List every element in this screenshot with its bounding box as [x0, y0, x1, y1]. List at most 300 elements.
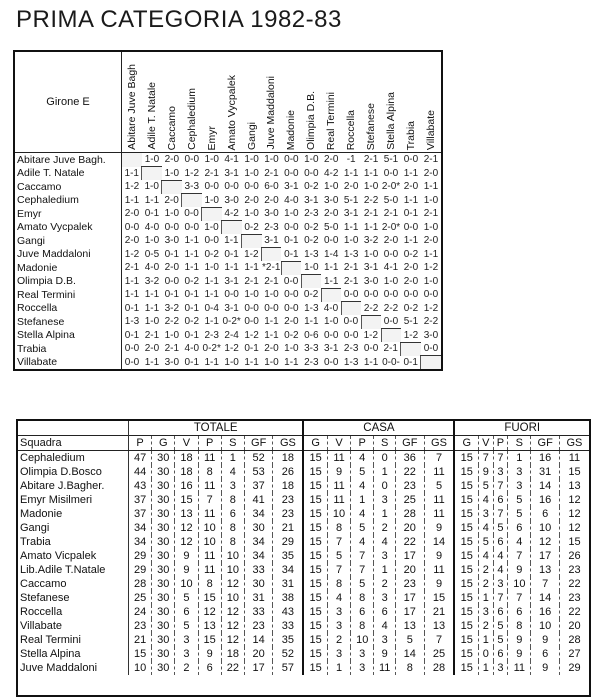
score-cell: 0-1: [184, 356, 199, 368]
stat-cell: 22: [396, 535, 424, 549]
stat-cell: 15: [454, 591, 478, 605]
score-cell: 2-0: [324, 208, 339, 220]
score-cell: 1-1: [423, 248, 439, 260]
stat-cell: 12: [559, 521, 590, 535]
score-cell: 2-1: [264, 275, 279, 287]
group-casa: CASA: [303, 420, 454, 436]
score-cell: 1-1: [324, 262, 339, 274]
score-cell: 2-0: [124, 208, 140, 220]
stat-cell: 16: [531, 605, 559, 619]
score-cell: 1-0: [244, 208, 259, 220]
standings-row: [17, 479, 590, 493]
column-header-label: Emyr: [205, 125, 218, 150]
stat-cell: 53: [244, 465, 272, 479]
stat-cell: 18: [175, 451, 198, 466]
stat-cell: 10: [221, 549, 244, 563]
score-cell: 1-1: [224, 262, 239, 274]
stat-cell: 37: [244, 479, 272, 493]
score-cell: 0-4: [204, 302, 219, 314]
team-name: Gangi: [20, 522, 50, 534]
column-header: GF: [244, 436, 272, 451]
score-cell: 2-0: [403, 275, 419, 287]
stat-cell: 15: [454, 479, 478, 493]
stat-cell: 15: [303, 535, 327, 549]
score-cell: 1-1: [124, 275, 140, 287]
score-cell: 0-0: [363, 343, 379, 355]
stat-cell: 6: [198, 661, 221, 675]
score-cell: 3-0: [164, 356, 180, 368]
stat-cell: 18: [221, 647, 244, 661]
stat-cell: 28: [559, 633, 590, 647]
stat-cell: 16: [531, 451, 559, 466]
stat-cell: 30: [152, 493, 175, 507]
score-cell: 2-3: [264, 221, 279, 233]
stat-cell: 13: [424, 619, 454, 633]
diagonal-cell: [202, 207, 222, 221]
score-cell: 0-0: [184, 208, 199, 220]
score-cell: 1-1: [244, 262, 259, 274]
standings-table: [16, 419, 591, 697]
stat-cell: 10: [351, 633, 374, 647]
score-cell: 1-0: [343, 235, 359, 247]
stat-cell: 29: [129, 549, 152, 563]
stat-cell: 4: [508, 535, 531, 549]
score-cell: 2-2: [423, 316, 439, 328]
score-cell: 0-2: [403, 248, 419, 260]
stat-cell: 26: [273, 465, 303, 479]
stat-cell: 1: [327, 661, 350, 675]
score-cell: 2-3: [304, 356, 319, 368]
stat-cell: 12: [221, 619, 244, 633]
stat-cell: 15: [424, 591, 454, 605]
stat-cell: 30: [152, 591, 175, 605]
score-cell: 1-1: [284, 356, 299, 368]
column-header-label: Roccella: [345, 109, 358, 150]
score-cell: 1-0: [264, 154, 279, 166]
spacer: [17, 420, 129, 436]
team-name: Roccella: [20, 606, 63, 618]
stat-cell: 11: [198, 563, 221, 577]
score-cell: 3-3: [304, 343, 319, 355]
stat-cell: 8: [327, 577, 350, 591]
stat-cell: 20: [559, 619, 590, 633]
stat-cell: 15: [303, 563, 327, 577]
column-header: V: [327, 436, 350, 451]
standings-row: [17, 521, 590, 535]
column-header-label: Caccamo: [165, 105, 178, 150]
stat-cell: 6: [175, 605, 198, 619]
stat-cell: 3: [479, 605, 494, 619]
stat-cell: 9: [424, 577, 454, 591]
score-cell: 0-1: [403, 208, 419, 220]
score-cell: 4-0: [323, 302, 339, 314]
stat-cell: 4: [479, 521, 494, 535]
score-cell: 3-0: [264, 208, 279, 220]
team-name: Olimpia D.Bosco: [20, 466, 102, 478]
stat-cell: 21: [424, 605, 454, 619]
score-cell: 4-2: [224, 208, 239, 219]
score-cell: 1-0: [324, 316, 339, 328]
column-header: P: [198, 436, 221, 451]
cross-table-row: [14, 180, 442, 194]
stat-cell: 6: [493, 535, 508, 549]
stat-cell: 8: [221, 535, 244, 549]
stat-cell: 2: [327, 633, 350, 647]
column-header-label: Cephaledium: [185, 88, 198, 150]
cross-table-row: [14, 248, 442, 262]
column-header-team: [242, 51, 262, 153]
standings-row: [17, 535, 590, 549]
column-header-label: Abitare Juve Bagh: [125, 64, 138, 150]
page-title: PRIMA CATEGORIA 1982-83: [16, 6, 342, 33]
score-cell: 0-1: [184, 289, 199, 301]
score-cell: 1-0: [383, 275, 399, 287]
score-cell: 1-0: [164, 167, 180, 179]
stat-cell: 15: [303, 549, 327, 563]
column-header-team: [182, 51, 202, 153]
stat-cell: 15: [454, 605, 478, 619]
team-name: Stefanese: [20, 592, 70, 604]
row-team-name: Gangi: [14, 234, 122, 248]
score-cell: 3-3: [184, 181, 199, 192]
score-cell: 1-0: [324, 181, 339, 193]
stat-cell: 6: [374, 605, 396, 619]
stat-cell: 2: [175, 661, 198, 675]
score-cell: 0-1: [164, 248, 180, 260]
stat-cell: 38: [273, 591, 303, 605]
stat-cell: 7: [198, 493, 221, 507]
stat-cell: 29: [273, 535, 303, 549]
score-cell: 1-0: [144, 235, 160, 247]
stat-cell: 21: [273, 521, 303, 535]
column-header: V: [479, 436, 494, 451]
diagonal-cell: [381, 329, 401, 343]
stat-cell: 10: [531, 619, 559, 633]
stat-cell: 15: [303, 661, 327, 675]
score-cell: 0-0: [244, 316, 259, 328]
score-cell: 2-0: [264, 194, 279, 206]
score-cell: 0-2: [244, 221, 259, 233]
stat-cell: 2: [374, 577, 396, 591]
stat-cell: 15: [559, 465, 590, 479]
score-cell: 0-0: [204, 235, 219, 247]
stat-cell: 8: [351, 591, 374, 605]
column-header: GS: [559, 436, 590, 451]
stat-cell: 8: [351, 619, 374, 633]
stat-cell: 4: [479, 549, 494, 563]
stat-cell: 7: [493, 591, 508, 605]
score-cell: 1-1: [264, 316, 279, 328]
score-cell: 1-1: [124, 167, 139, 179]
stat-cell: 23: [559, 591, 590, 605]
stat-cell: 23: [273, 493, 303, 507]
stat-cell: 15: [454, 647, 478, 661]
diagonal-cell: [122, 153, 142, 167]
stat-cell: 15: [454, 577, 478, 591]
score-cell: 0-0: [423, 289, 439, 301]
row-team-name: Amato Vycpalek: [14, 221, 122, 235]
score-cell: 0-1: [284, 235, 299, 247]
stat-cell: 0: [479, 647, 494, 661]
column-header: S: [508, 436, 531, 451]
score-cell: 0-1: [144, 208, 160, 220]
score-cell: 1-2: [184, 167, 199, 179]
stat-cell: 47: [129, 451, 152, 466]
stat-cell: 15: [303, 647, 327, 661]
column-header-label: Villabate: [424, 109, 437, 150]
score-cell: 2-1: [343, 275, 359, 287]
row-team-name: Abitare Juve Bagh.: [14, 153, 122, 167]
score-cell: 2-2: [164, 316, 180, 328]
score-cell: 2-0*: [381, 181, 401, 193]
column-header-label: Stella Alpina: [384, 92, 397, 150]
stat-cell: 15: [198, 591, 221, 605]
row-team-name: Juve Maddaloni: [14, 248, 122, 262]
column-header-team: [401, 51, 421, 153]
stat-cell: 3: [351, 661, 374, 675]
stat-cell: 12: [221, 633, 244, 647]
stat-cell: 9: [175, 549, 198, 563]
score-cell: 0-0: [204, 181, 219, 193]
stat-cell: 37: [129, 493, 152, 507]
cross-table-row: [14, 167, 442, 181]
stat-cell: 7: [493, 507, 508, 521]
score-cell: 1-1: [144, 194, 160, 206]
stat-cell: 31: [244, 591, 272, 605]
diagonal-cell: [341, 302, 361, 316]
stat-cell: 4: [351, 507, 374, 521]
score-cell: 1-0: [304, 154, 319, 166]
stat-cell: 15: [454, 521, 478, 535]
stat-cell: 30: [152, 633, 175, 647]
stat-cell: 3: [374, 549, 396, 563]
column-header: GF: [531, 436, 559, 451]
stat-cell: 10: [531, 521, 559, 535]
stat-cell: 3: [221, 479, 244, 493]
score-cell: 1-2: [423, 262, 439, 274]
column-header: S: [221, 436, 244, 451]
score-cell: 2-0: [264, 343, 279, 355]
stat-cell: 35: [273, 549, 303, 563]
score-cell: 1-1: [304, 316, 319, 328]
score-cell: 0-0: [363, 289, 379, 301]
column-header-label: Real Termini: [325, 91, 338, 150]
stat-cell: 30: [152, 563, 175, 577]
standings-row: [17, 507, 590, 521]
stat-cell: 7: [424, 451, 454, 466]
score-cell: 2-0: [244, 194, 259, 206]
score-cell: 3-0: [423, 329, 439, 341]
score-cell: 2-1: [423, 154, 439, 166]
standings-row: [17, 549, 590, 563]
stat-cell: 11: [327, 493, 350, 507]
column-header: GS: [273, 436, 303, 451]
column-header: G: [303, 436, 327, 451]
score-cell: 1-0: [144, 316, 160, 328]
stat-cell: 30: [152, 521, 175, 535]
standings-row: [17, 605, 590, 619]
score-cell: 0-2: [303, 289, 319, 301]
score-cell: 1-0: [423, 194, 439, 206]
stat-cell: 11: [327, 479, 350, 493]
cross-table-row: [14, 194, 442, 208]
stat-cell: 1: [351, 493, 374, 507]
stat-cell: 6: [508, 605, 531, 619]
stat-cell: 30: [152, 661, 175, 675]
stat-cell: 7: [493, 451, 508, 466]
diagonal-cell: [242, 234, 262, 248]
score-cell: 1-0: [264, 356, 279, 368]
stat-cell: 9: [508, 633, 531, 647]
stat-cell: 12: [175, 535, 198, 549]
stat-cell: 8: [221, 521, 244, 535]
score-cell: 1-3: [343, 356, 359, 368]
score-cell: 2-3: [304, 208, 319, 220]
row-team-name: Adile T. Natale: [14, 167, 122, 181]
score-cell: 0-0: [383, 248, 399, 260]
stat-cell: 15: [303, 521, 327, 535]
group-totale: TOTALE: [129, 420, 304, 436]
score-cell: 0-0: [184, 221, 199, 233]
stat-cell: 1: [374, 563, 396, 577]
score-cell: 1-1: [244, 356, 259, 368]
stat-cell: 44: [129, 465, 152, 479]
stat-cell: 15: [303, 591, 327, 605]
stat-cell: 43: [129, 479, 152, 493]
stat-cell: 30: [152, 549, 175, 563]
results-cross-table: [13, 50, 443, 371]
stat-cell: 5: [508, 493, 531, 507]
stat-cell: 9: [374, 647, 396, 661]
stat-cell: 3: [374, 493, 396, 507]
score-cell: 4-0: [144, 262, 160, 274]
score-cell: 0-0: [224, 181, 239, 193]
stat-cell: 9: [531, 633, 559, 647]
score-cell: 1-2: [224, 343, 239, 355]
stat-cell: 3: [327, 619, 350, 633]
score-cell: 1-1: [403, 235, 419, 247]
group-fuori: FUORI: [454, 420, 590, 436]
stat-cell: 11: [424, 507, 454, 521]
score-cell: 0-0: [224, 289, 239, 301]
column-header-label: Stefanese: [365, 102, 378, 150]
score-cell: *2-1: [262, 262, 281, 274]
stat-cell: 12: [559, 493, 590, 507]
score-cell: 0-0: [124, 356, 140, 368]
score-cell: 0-0: [264, 302, 279, 314]
score-cell: 3-1: [363, 262, 379, 274]
stat-cell: 35: [273, 633, 303, 647]
stat-cell: 15: [303, 605, 327, 619]
score-cell: 3-2: [164, 302, 180, 314]
score-cell: 1-0: [204, 154, 219, 166]
stat-cell: 4: [351, 535, 374, 549]
stat-cell: 5: [396, 633, 424, 647]
team-name: Cephaledium: [20, 452, 85, 464]
stat-cell: 15: [454, 535, 478, 549]
score-cell: 0-0: [403, 289, 419, 301]
column-header: P: [351, 436, 374, 451]
diagonal-cell: [222, 221, 242, 235]
score-cell: 4-0: [184, 343, 199, 355]
stat-cell: 6: [531, 647, 559, 661]
score-cell: 0-1: [184, 302, 199, 314]
stat-cell: 5: [493, 619, 508, 633]
stat-cell: 18: [273, 479, 303, 493]
stat-cell: 0: [374, 451, 396, 466]
stat-cell: 34: [244, 549, 272, 563]
stat-cell: 12: [221, 605, 244, 619]
score-cell: 1-0: [284, 208, 299, 220]
stat-cell: 6: [493, 493, 508, 507]
stat-cell: 7: [327, 563, 350, 577]
cross-table-row: [14, 153, 442, 167]
stat-cell: 15: [198, 633, 221, 647]
stat-cell: 25: [396, 493, 424, 507]
stat-cell: 12: [221, 577, 244, 591]
score-cell: 0-0: [284, 167, 299, 179]
score-cell: 1-3: [304, 302, 319, 314]
score-cell: 2-1: [423, 208, 439, 220]
stat-cell: 15: [303, 493, 327, 507]
score-cell: 0-0: [283, 275, 299, 287]
score-cell: 1-0: [224, 356, 239, 368]
stat-cell: 11: [327, 451, 350, 466]
standings-row: [17, 647, 590, 661]
stat-cell: 10: [221, 591, 244, 605]
score-cell: 1-0: [244, 154, 259, 166]
stat-cell: 15: [303, 451, 327, 466]
cross-table-row: [14, 356, 442, 371]
stat-cell: 1: [374, 465, 396, 479]
score-cell: 2-0: [164, 154, 180, 166]
stat-cell: 7: [351, 563, 374, 577]
cross-table-row: [14, 288, 442, 302]
column-header: G: [454, 436, 478, 451]
stat-cell: 15: [303, 619, 327, 633]
score-cell: 2-0: [403, 181, 419, 193]
stat-cell: 23: [129, 619, 152, 633]
diagonal-cell: [182, 194, 202, 208]
stat-cell: 9: [424, 521, 454, 535]
score-cell: 0-2: [304, 221, 319, 233]
score-cell: 0-0: [164, 221, 180, 233]
score-cell: 1-0: [304, 262, 319, 273]
score-cell: 0-1: [403, 356, 418, 368]
score-cell: 1-0: [204, 221, 219, 233]
column-header-label: Olimpia D.B.: [305, 91, 318, 150]
stat-cell: 6: [531, 507, 559, 521]
column-header-label: Juve Maddaloni: [265, 76, 278, 150]
stat-cell: 9: [479, 465, 494, 479]
stat-cell: 30: [152, 507, 175, 521]
score-cell: 1-3: [343, 248, 359, 260]
score-cell: 0-0: [403, 221, 419, 233]
score-cell: 2-2: [363, 302, 379, 314]
score-cell: 1-1: [204, 356, 219, 368]
stat-cell: 5: [351, 465, 374, 479]
column-header: P: [493, 436, 508, 451]
diagonal-cell: [281, 261, 301, 275]
stat-cell: 17: [244, 661, 272, 675]
stat-cell: 7: [493, 479, 508, 493]
score-cell: 0-2: [204, 248, 219, 260]
stat-cell: 20: [396, 563, 424, 577]
score-cell: 0-0: [343, 289, 359, 300]
stat-cell: 1: [374, 507, 396, 521]
score-cell: 2-2: [383, 302, 399, 314]
column-header-team: [301, 51, 321, 153]
